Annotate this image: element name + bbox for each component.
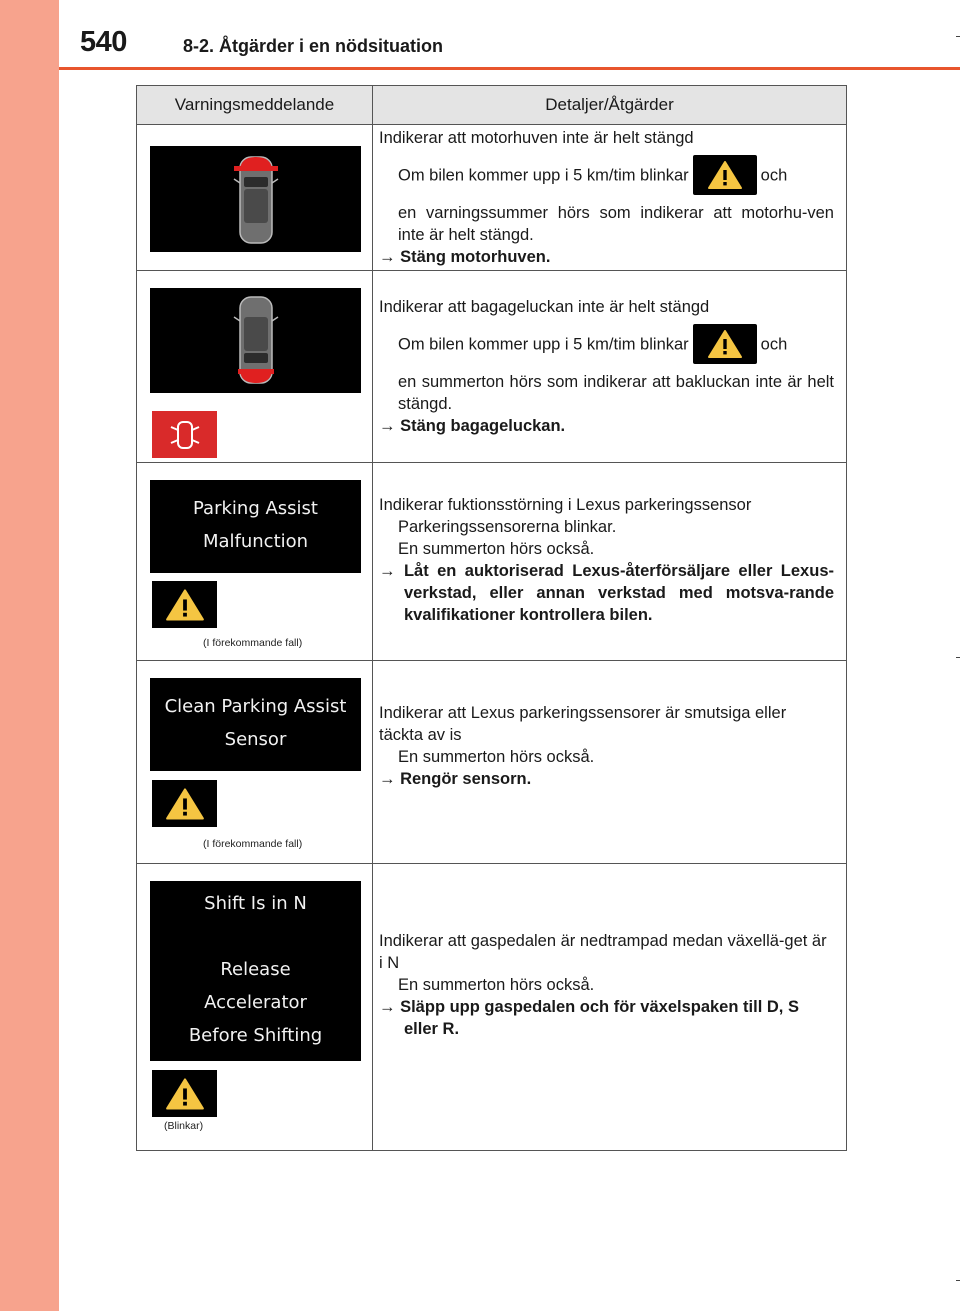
warning-details-cell (373, 125, 847, 271)
screen-text: Accelerator (204, 992, 307, 1013)
warning-title: Indikerar att bagageluckan inte är helt stängd (379, 298, 710, 316)
warning-detail (379, 156, 834, 196)
arrow-right-icon: → (379, 417, 401, 435)
display-screen (150, 146, 361, 252)
screen-text: Clean Parking Assist (164, 696, 347, 717)
display-screen (150, 881, 361, 1061)
table-row (137, 864, 847, 1151)
warning-details-cell (373, 661, 847, 864)
warning-title: Indikerar att motorhuven inte är helt stängd (379, 129, 694, 147)
screen-text: Sensor (224, 729, 287, 750)
door-open-icon (152, 411, 217, 458)
warning-table (136, 85, 847, 1151)
action-text: Låt en auktoriserad Lexus-återförsäljare eller Lexus-verkstad, eller annan verkstad med motsva-rande kvalifikationer kontrollera bilen. (403, 562, 834, 624)
action-text: Stäng motorhuven. (400, 248, 551, 266)
warning-image-cell (137, 271, 373, 463)
warning-action (379, 768, 834, 790)
warning-action (379, 996, 834, 1040)
edge-tick (956, 657, 960, 658)
warning-detail: En summerton hörs också. (398, 976, 595, 994)
side-strip (0, 0, 59, 1311)
detail-text: Om bilen kommer upp i 5 km/tim blinkar (398, 166, 689, 185)
screen-text (150, 920, 361, 953)
display-screen (150, 288, 361, 393)
warning-image-cell (137, 864, 373, 1151)
warning-details-cell (373, 864, 847, 1151)
warning-action (379, 246, 834, 268)
action-text: Stäng bagageluckan. (400, 417, 566, 435)
edge-tick (956, 1280, 960, 1281)
screen-text: Malfunction (202, 531, 309, 552)
table-row (137, 661, 847, 864)
column-header-details: Detaljer/Åtgärder (373, 86, 847, 125)
warning-detail-rest: en varningssummer hörs som indikerar att motorhu-ven inte är helt stängd. (398, 204, 834, 244)
arrow-right-icon: → (379, 248, 401, 266)
screen-text: Shift Is in N (204, 893, 307, 914)
car-trunk-open-icon (226, 291, 286, 391)
warning-details-cell (373, 463, 847, 661)
arrow-right-icon: → (379, 998, 401, 1016)
edge-tick (956, 36, 960, 37)
warning-image-cell (137, 125, 373, 271)
detail-text: Om bilen kommer upp i 5 km/tim blinkar (398, 335, 689, 354)
warning-triangle-icon (152, 581, 217, 628)
warning-image-cell (137, 463, 373, 661)
screen-text: Before Shifting (188, 1025, 323, 1046)
warning-title: Indikerar fuktionsstörning i Lexus parkeringssensor (379, 496, 752, 514)
detail-text: och (760, 335, 788, 354)
column-header-warning: Varningsmeddelande (137, 86, 373, 125)
warning-triangle-icon (693, 324, 757, 364)
warning-detail (379, 325, 834, 365)
table-header-row (137, 86, 847, 125)
flashing-note: (Blinkar) (164, 1120, 204, 1132)
warning-title: Indikerar att gaspedalen är nedtrampad medan växellä-get är i N (379, 932, 827, 972)
table-row (137, 125, 847, 271)
section-title: 8-2. Åtgärder i en nödsituation (183, 36, 444, 56)
spacer (379, 790, 834, 822)
spacer (379, 1040, 834, 1084)
action-text: Rengör sensorn. (400, 770, 532, 788)
detail-text: och (760, 166, 788, 185)
page-number: 540 (80, 26, 127, 58)
display-screen (150, 480, 361, 573)
screen-text: Release (220, 959, 291, 980)
warning-triangle-icon (693, 155, 757, 195)
arrow-right-icon: → (379, 770, 401, 788)
header-rule (59, 67, 960, 70)
warning-triangle-icon (152, 1070, 217, 1117)
display-screen (150, 678, 361, 771)
warning-details-cell (373, 271, 847, 463)
warning-triangle-icon (152, 780, 217, 827)
warning-action (379, 415, 834, 437)
warning-detail: En summerton hörs också. (398, 540, 595, 558)
table-row (137, 463, 847, 661)
warning-detail-rest: en summerton hörs som indikerar att bakluckan inte är helt stängd. (398, 373, 834, 413)
applicability-note: (I förekommande fall) (203, 637, 303, 649)
applicability-note: (I förekommande fall) (203, 838, 303, 850)
screen-text: Parking Assist (193, 498, 318, 519)
warning-detail: Parkeringssensorerna blinkar. (398, 518, 617, 536)
car-hood-open-icon (226, 149, 286, 249)
action-text: Släpp upp gaspedalen och för växelspaken till D, S eller R. (400, 998, 799, 1038)
table-row (137, 271, 847, 463)
warning-image-cell (137, 661, 373, 864)
arrow-right-icon: → (379, 562, 404, 580)
warning-title: Indikerar att Lexus parkeringssensorer är smutsiga eller täckta av is (379, 704, 787, 744)
warning-action (379, 560, 834, 626)
warning-detail: En summerton hörs också. (398, 748, 595, 766)
